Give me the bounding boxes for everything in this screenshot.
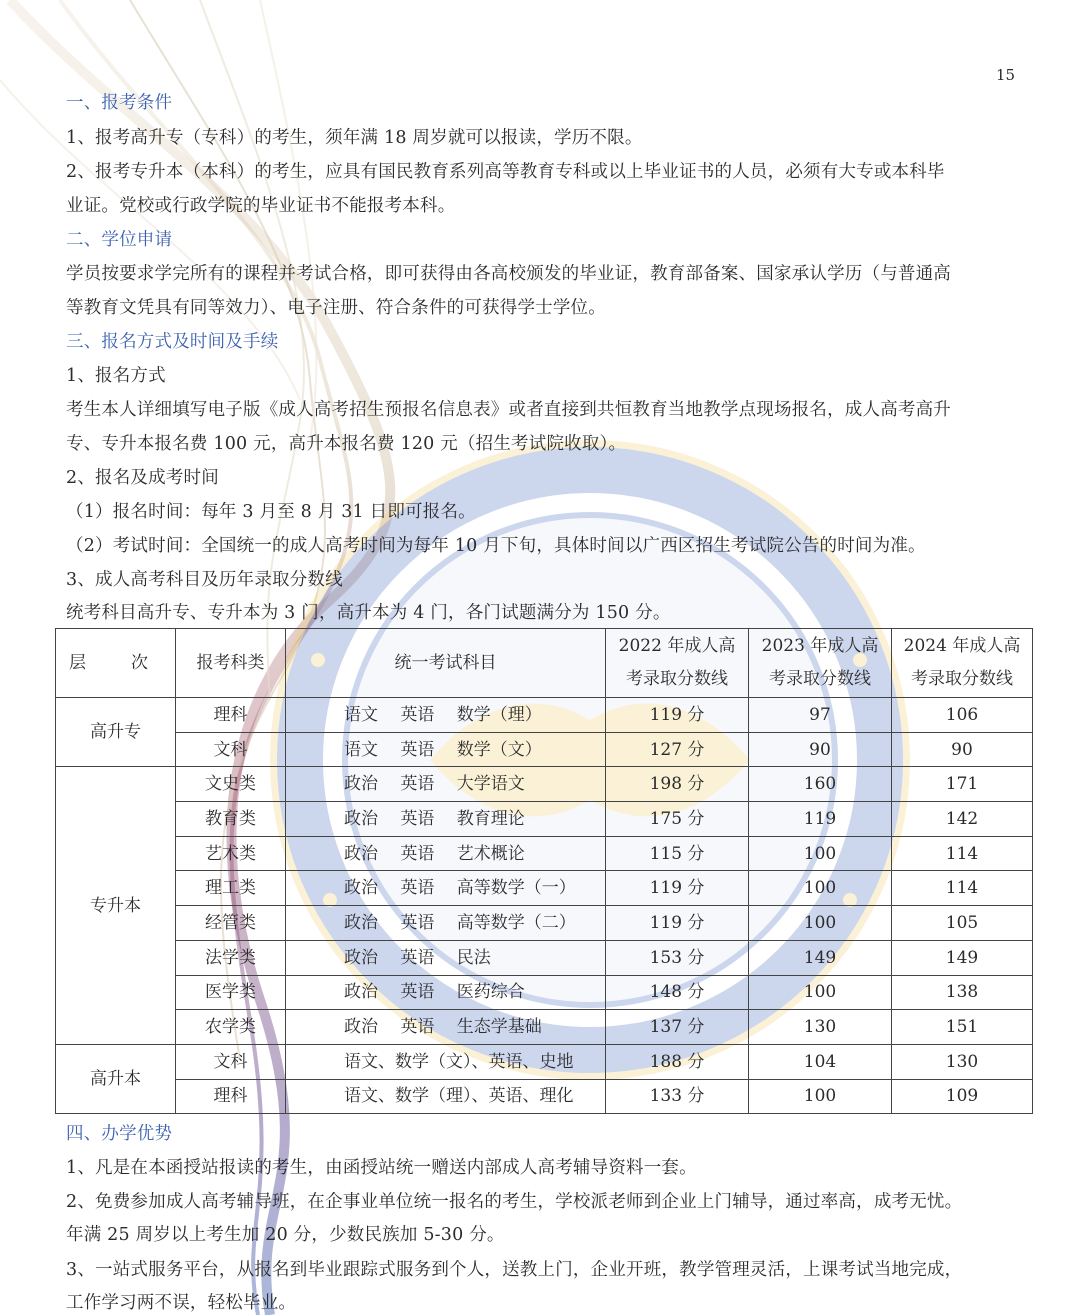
paragraph: 考生本人详细填写电子版《成人高考招生预报名信息表》或者直接到共恒教育当地教学点现场报名，成人高考高升 xyxy=(66,400,951,420)
header-level: 层 次 xyxy=(56,629,176,698)
paragraph: 年满 25 周岁以上考生加 20 分，少数民族加 5-30 分。 xyxy=(66,1225,505,1245)
table-row xyxy=(56,1079,1033,1114)
category-cell: 教育类 xyxy=(176,802,286,837)
paragraph: 2、报考专升本（本科）的考生，应具有国民教育系列高等教育专科或以上毕业证书的人员，必须有大专或本科毕 xyxy=(66,162,945,182)
score-2024-cell: 149 xyxy=(892,940,1033,975)
subjects-cell: 语文、数学（理）、英语、理化 xyxy=(286,1079,606,1114)
category-cell: 文科 xyxy=(176,732,286,767)
table-row xyxy=(56,767,1033,802)
score-2024-cell: 171 xyxy=(892,767,1033,802)
score-2022-cell: 127 分 xyxy=(606,732,749,767)
sub-heading: 3、成人高考科目及历年录取分数线 xyxy=(66,570,343,590)
score-2024-cell: 142 xyxy=(892,802,1033,837)
paragraph: 统考科目高升专、专升本为 3 门，高升本为 4 门，各门试题满分为 150 分。 xyxy=(66,603,671,623)
subjects-cell: 政治 英语 教育理论 xyxy=(286,802,606,837)
score-2022-cell: 175 分 xyxy=(606,802,749,837)
paragraph: 工作学习两不误，轻松毕业。 xyxy=(66,1293,297,1313)
table-row xyxy=(56,1044,1033,1079)
group-cell: 高升专 xyxy=(56,698,176,767)
table-row xyxy=(56,871,1033,906)
score-2023-cell: 119 xyxy=(749,802,892,837)
score-2024-cell: 109 xyxy=(892,1079,1033,1114)
score-2022-cell: 148 分 xyxy=(606,975,749,1010)
score-2023-cell: 100 xyxy=(749,906,892,941)
subjects-cell: 政治 英语 民法 xyxy=(286,940,606,975)
subjects-cell: 政治 英语 艺术概论 xyxy=(286,836,606,871)
score-2023-cell: 100 xyxy=(749,1079,892,1114)
table-row xyxy=(56,906,1033,941)
score-2022-cell: 115 分 xyxy=(606,836,749,871)
category-cell: 理科 xyxy=(176,698,286,733)
paragraph: 专、专升本报名费 100 元，高升本报名费 120 元（招生考试院收取）。 xyxy=(66,434,627,454)
table-row xyxy=(56,940,1033,975)
section-heading-registration: 三、报名方式及时间及手续 xyxy=(66,332,279,352)
score-2024-cell: 90 xyxy=(892,732,1033,767)
table-row xyxy=(56,1010,1033,1045)
score-2022-cell: 198 分 xyxy=(606,767,749,802)
score-2023-cell: 90 xyxy=(749,732,892,767)
score-2023-cell: 130 xyxy=(749,1010,892,1045)
score-2022-cell: 133 分 xyxy=(606,1079,749,1114)
section-heading-advantages: 四、办学优势 xyxy=(66,1124,173,1144)
score-2022-cell: 119 分 xyxy=(606,871,749,906)
header-2022: 2022 年成人高 考录取分数线 xyxy=(606,629,749,698)
category-cell: 文史类 xyxy=(176,767,286,802)
paragraph: （2）考试时间：全国统一的成人高考时间为每年 10 月下旬，具体时间以广西区招生考试院公告的时间为准。 xyxy=(66,536,926,556)
score-2023-cell: 160 xyxy=(749,767,892,802)
score-2022-cell: 153 分 xyxy=(606,940,749,975)
admission-score-table xyxy=(55,628,1033,1114)
section-heading-requirements: 一、报考条件 xyxy=(66,93,173,113)
subjects-cell: 语文 英语 数学（理） xyxy=(286,698,606,733)
sub-heading: 2、报名及成考时间 xyxy=(66,468,219,488)
table-header-row xyxy=(56,629,1033,698)
subjects-cell: 政治 英语 生态学基础 xyxy=(286,1010,606,1045)
score-2024-cell: 151 xyxy=(892,1010,1033,1045)
header-category: 报考科类 xyxy=(176,629,286,698)
group-cell: 高升本 xyxy=(56,1044,176,1113)
category-cell: 文科 xyxy=(176,1044,286,1079)
paragraph: 3、一站式服务平台，从报名到毕业跟踪式服务到个人，送教上门，企业开班，教学管理灵活，上课考试当地完成， xyxy=(66,1260,963,1280)
header-2023: 2023 年成人高 考录取分数线 xyxy=(749,629,892,698)
score-2023-cell: 100 xyxy=(749,871,892,906)
category-cell: 艺术类 xyxy=(176,836,286,871)
category-cell: 医学类 xyxy=(176,975,286,1010)
paragraph: 2、免费参加成人高考辅导班，在企事业单位统一报名的考生，学校派老师到企业上门辅导，通过率高，成考无忧。 xyxy=(66,1192,963,1212)
score-2023-cell: 100 xyxy=(749,975,892,1010)
paragraph: （1）报名时间：每年 3 月至 8 月 31 日即可报名。 xyxy=(66,502,476,522)
section-heading-degree: 二、学位申请 xyxy=(66,230,173,250)
subjects-cell: 政治 英语 高等数学（二） xyxy=(286,906,606,941)
table-row xyxy=(56,836,1033,871)
category-cell: 法学类 xyxy=(176,940,286,975)
score-2022-cell: 119 分 xyxy=(606,698,749,733)
subjects-cell: 政治 英语 医药综合 xyxy=(286,975,606,1010)
score-2024-cell: 105 xyxy=(892,906,1033,941)
score-2024-cell: 138 xyxy=(892,975,1033,1010)
score-2023-cell: 97 xyxy=(749,698,892,733)
category-cell: 经管类 xyxy=(176,906,286,941)
score-2022-cell: 119 分 xyxy=(606,906,749,941)
score-2023-cell: 100 xyxy=(749,836,892,871)
sub-heading: 1、报名方式 xyxy=(66,366,166,386)
score-2024-cell: 106 xyxy=(892,698,1033,733)
group-cell: 专升本 xyxy=(56,767,176,1045)
header-2024: 2024 年成人高 考录取分数线 xyxy=(892,629,1033,698)
category-cell: 农学类 xyxy=(176,1010,286,1045)
score-2022-cell: 188 分 xyxy=(606,1044,749,1079)
subjects-cell: 政治 英语 大学语文 xyxy=(286,767,606,802)
score-2023-cell: 149 xyxy=(749,940,892,975)
score-2024-cell: 114 xyxy=(892,871,1033,906)
category-cell: 理科 xyxy=(176,1079,286,1114)
table-row xyxy=(56,698,1033,733)
score-2023-cell: 104 xyxy=(749,1044,892,1079)
page-number: 15 xyxy=(996,66,1016,84)
subjects-cell: 语文、数学（文）、英语、史地 xyxy=(286,1044,606,1079)
table-row xyxy=(56,975,1033,1010)
score-2024-cell: 130 xyxy=(892,1044,1033,1079)
paragraph: 等教育文凭具有同等效力）、电子注册、符合条件的可获得学士学位。 xyxy=(66,298,606,318)
table-row xyxy=(56,732,1033,767)
header-subjects: 统一考试科目 xyxy=(286,629,606,698)
score-2022-cell: 137 分 xyxy=(606,1010,749,1045)
paragraph: 1、报考高升专（专科）的考生，须年满 18 周岁就可以报读，学历不限。 xyxy=(66,128,643,148)
paragraph: 学员按要求学完所有的课程并考试合格，即可获得由各高校颁发的毕业证，教育部备案、国家承认学历（与普通高 xyxy=(66,264,951,284)
category-cell: 理工类 xyxy=(176,871,286,906)
subjects-cell: 政治 英语 高等数学（一） xyxy=(286,871,606,906)
paragraph: 业证。党校或行政学院的毕业证书不能报考本科。 xyxy=(66,196,456,216)
table-row xyxy=(56,802,1033,837)
subjects-cell: 语文 英语 数学（文） xyxy=(286,732,606,767)
paragraph: 1、凡是在本函授站报读的考生，由函授站统一赠送内部成人高考辅导资料一套。 xyxy=(66,1158,697,1178)
score-2024-cell: 114 xyxy=(892,836,1033,871)
